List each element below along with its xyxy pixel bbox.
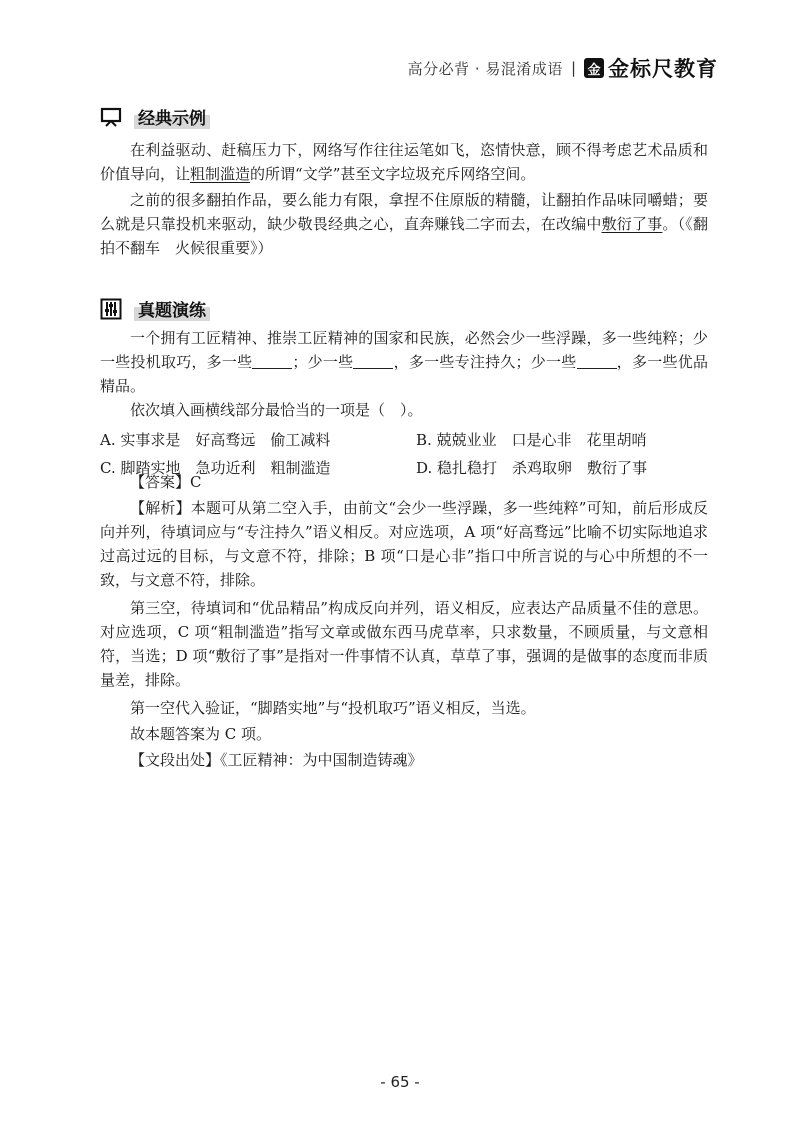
option-a: A. 实事求是 好高骛远 偷工减料 <box>100 431 331 449</box>
question-block <box>100 326 708 482</box>
header-title: 高分必背 · 易混淆成语 <box>407 59 563 78</box>
board-icon <box>100 106 122 128</box>
answer-blank <box>252 352 292 369</box>
underlined-idiom: 粗制滥造 <box>190 165 251 183</box>
page-number: - 65 - <box>380 1073 420 1091</box>
example-paragraph-2: 之前的很多翻拍作品，要么能力有限，拿捏不住原版的精髓，让翻拍作品味同嚼蜡；要么就是只靠投机来驱动，缺少敬畏经典之心，直奔赚钱二字而去，在改编中敷衍了事。（《翻拍不翻车 火候很重要》） <box>100 191 708 257</box>
brand-logo <box>584 53 718 83</box>
answer-line: 【答案】C <box>130 473 202 491</box>
page-header <box>408 54 718 82</box>
answer-block <box>100 470 708 774</box>
answer-blank <box>353 352 393 369</box>
section-title: 经典示例 <box>134 104 210 129</box>
option-b: B. 兢兢业业 口是心非 花里胡哨 <box>416 431 647 449</box>
analysis-paragraph-3: 第一空代入验证，“脚踏实地”与“投机取巧”语义相反，当选。 <box>130 699 536 717</box>
header-separator: | <box>570 59 576 77</box>
section-header-examples <box>100 104 210 129</box>
option-d: D. 稳扎稳打 杀鸡取卵 敷衍了事 <box>416 459 648 477</box>
option-c: C. 脚踏实地 急功近利 粗制滥造 <box>100 459 331 477</box>
answer-blank <box>577 352 617 369</box>
analysis-paragraph-2: 第三空，待填词和“优品精品”构成反向并列，语义相反，应表达产品质量不佳的意思。对应选项，C 项“粗制滥造”指写文章或做东西马虎草率，只求数量，不顾质量，与文意相符，当选；D 项“敷衍了事”是指对一件事情不认真，草草了事，强调的是做事的态度而非质量差，排除。 <box>100 599 708 689</box>
section-title: 真题演练 <box>134 296 210 321</box>
analysis-paragraph-4: 故本题答案为 C 项。 <box>130 725 272 743</box>
analysis-paragraph-1: 【解析】本题可从第二空入手，由前文“会少一些浮躁，多一些纯粹”可知，前后形成反向并列，待填词应与“专注持久”语义相反。对应选项，A 项“好高骛远”比喻不切实际地追求过高过远的目标，与文意不符，排除；B 项“口是心非”指口中所言说的与心中所想的不一致，与文意不符，排除。 <box>100 499 708 589</box>
section-header-practice <box>100 296 210 321</box>
underlined-idiom: 敷衍了事 <box>601 215 663 233</box>
logo-mark-icon: 金 <box>584 58 604 78</box>
example-paragraphs <box>100 138 708 260</box>
sliders-icon <box>100 298 122 320</box>
question-prompt: 依次填入画横线部分最恰当的一项是（ ）。 <box>130 401 423 419</box>
logo-text: 金标尺教育 <box>608 57 718 81</box>
source-citation: 【文段出处】《工匠精神：为中国制造铸魂》 <box>130 751 423 769</box>
question-stem: 一个拥有工匠精神、推崇工匠精神的国家和民族，必然会少一些浮躁，多一些纯粹；少一些投机取巧，多一些 ；少一些 ，多一些专注持久；少一些 ，多一些优品精品。 <box>100 329 708 395</box>
example-paragraph-1: 在利益驱动、赶稿压力下，网络写作往往运笔如飞，恣情快意，顾不得考虑艺术品质和价值导向，让粗制滥造的所谓“文学”甚至文字垃圾充斥网络空间。 <box>100 141 708 183</box>
